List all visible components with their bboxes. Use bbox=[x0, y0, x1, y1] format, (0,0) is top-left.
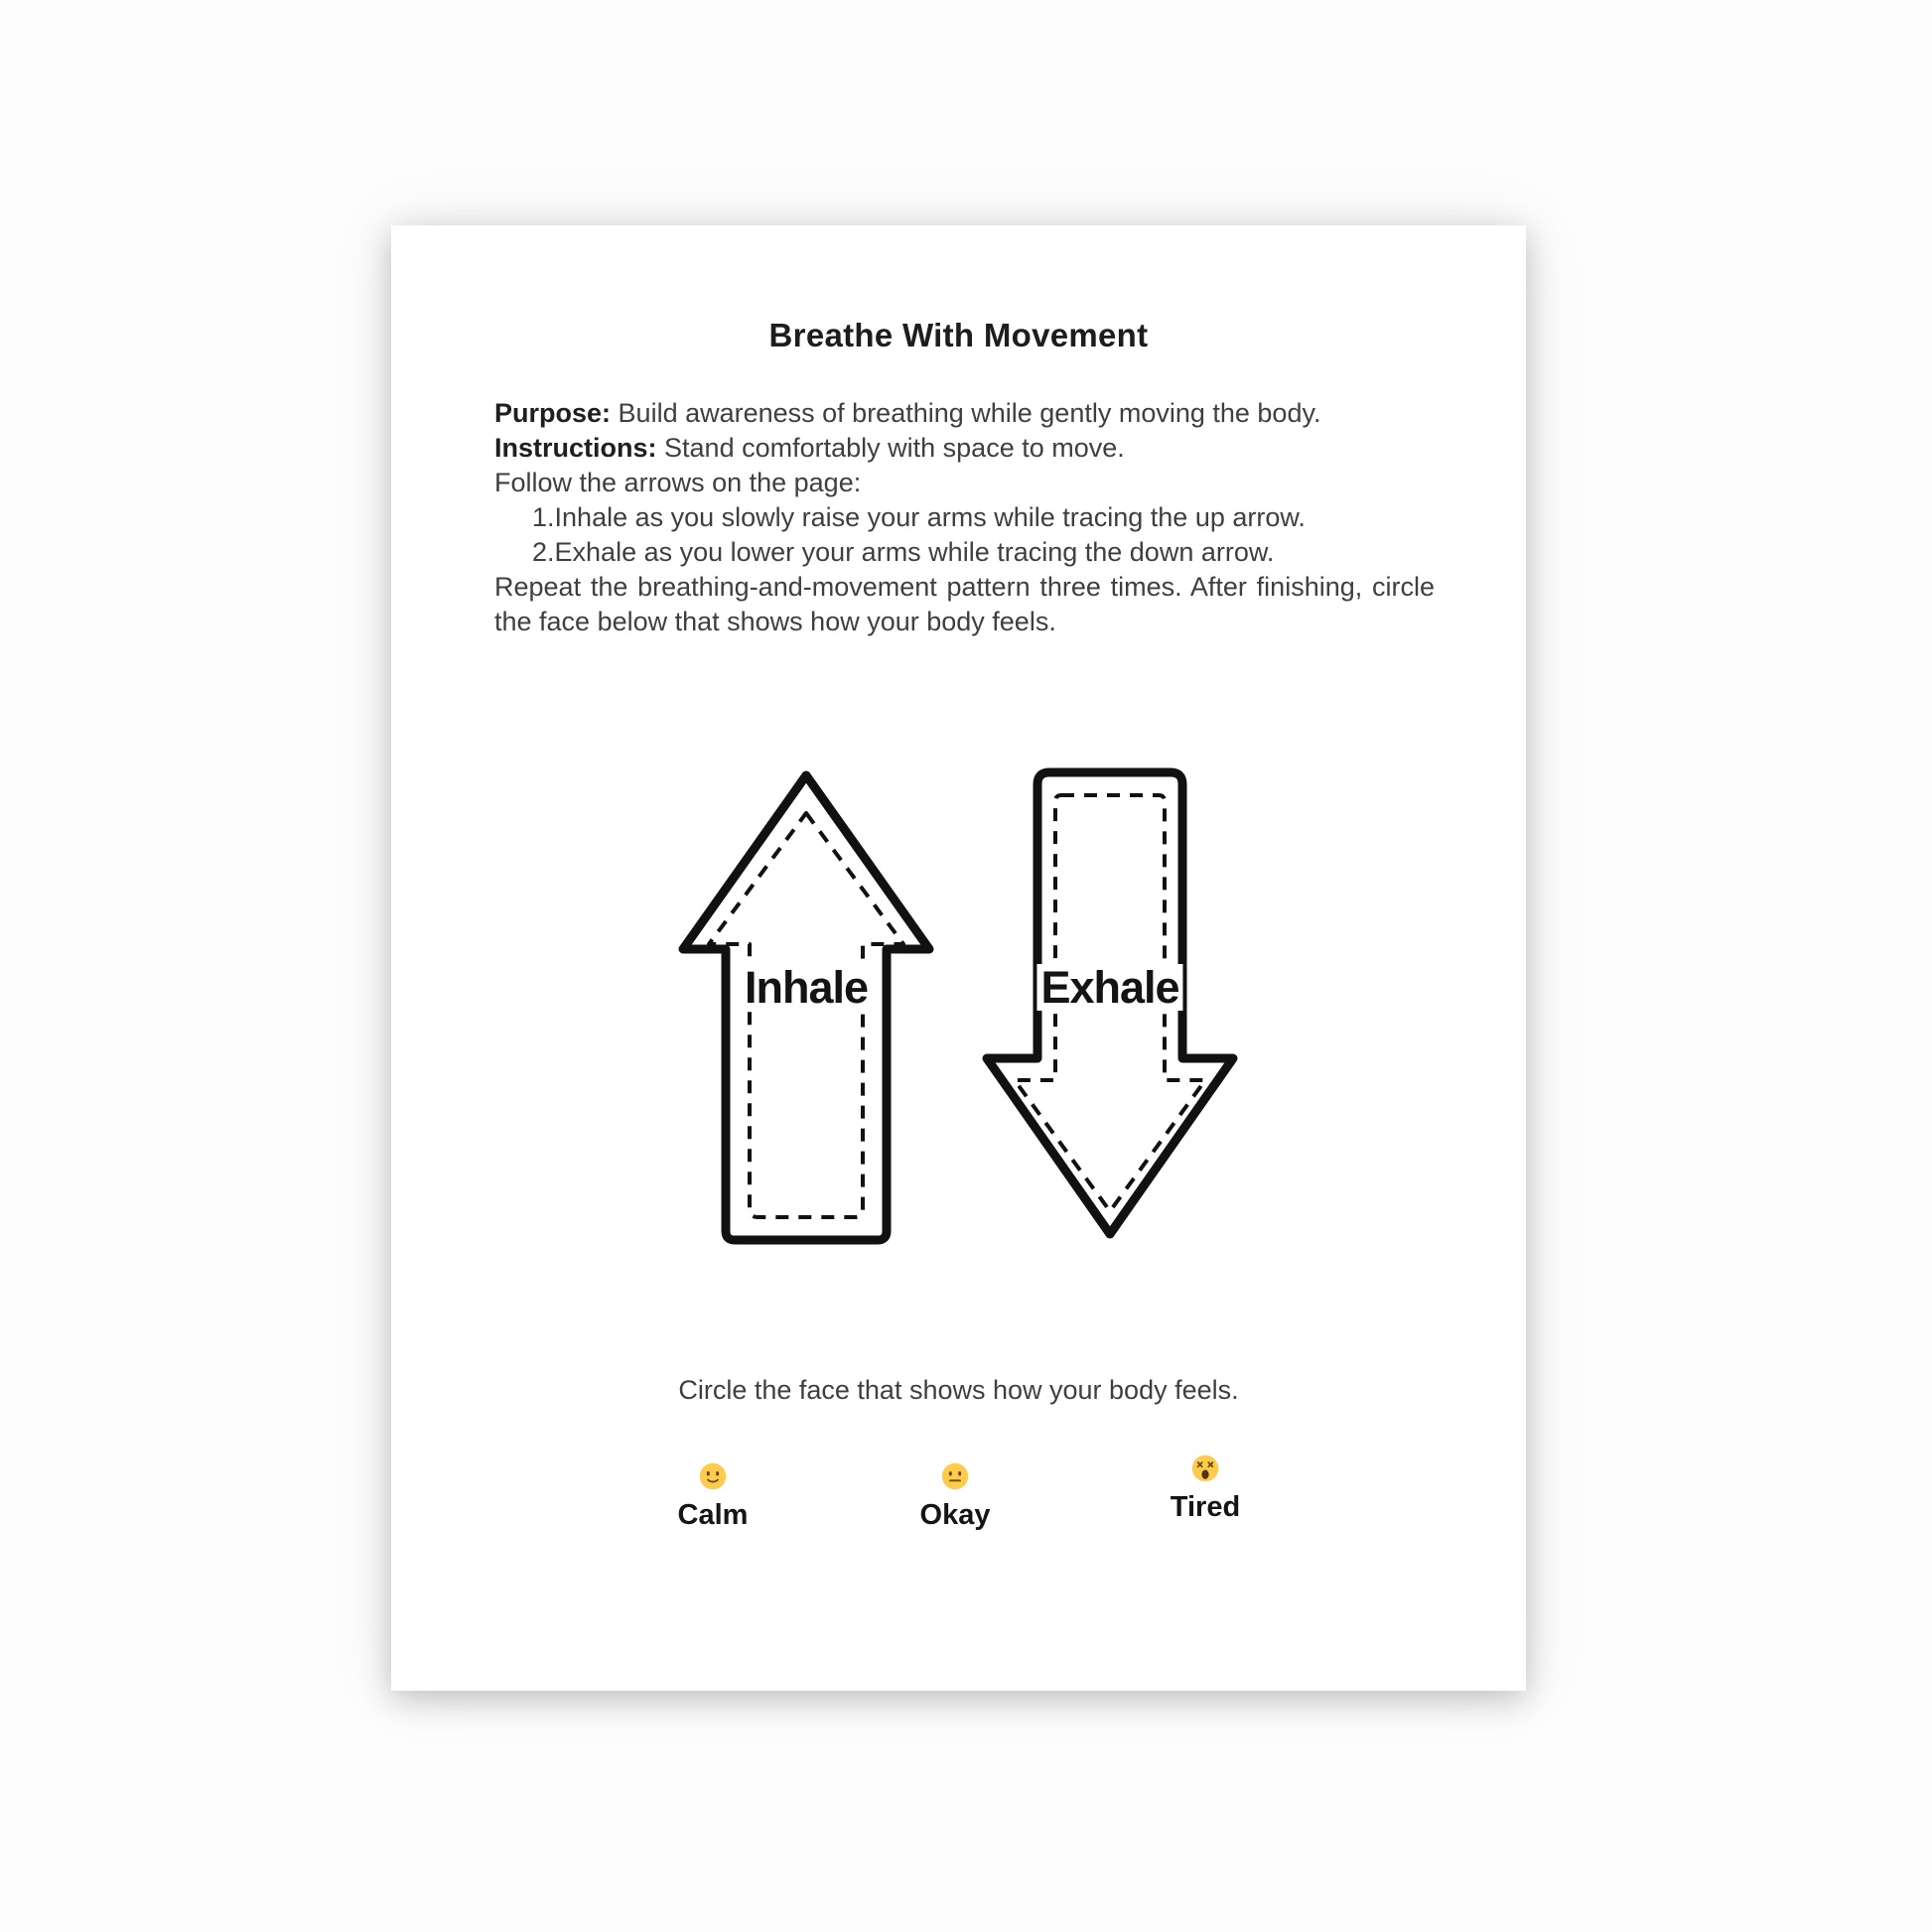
worksheet-page bbox=[391, 225, 1526, 1691]
repeat-paragraph: Repeat the breathing-and-movement pattern three times. After finishing, circle the face below that shows how your body feels. bbox=[494, 572, 1435, 636]
instructions-line bbox=[494, 431, 1435, 466]
slightly-smiling-face-icon bbox=[699, 1462, 727, 1490]
step-item-2 bbox=[494, 535, 1435, 570]
face-label-tired: Okay bbox=[919, 1499, 991, 1531]
neutral-face-icon bbox=[941, 1462, 969, 1490]
instructions-block bbox=[494, 396, 1435, 639]
face-option-tired[interactable] bbox=[1106, 1454, 1305, 1524]
face-option-okay[interactable] bbox=[856, 1462, 1054, 1532]
circle-prompt: Circle the face that shows how your body feels. bbox=[678, 1375, 1239, 1405]
face-option-calm[interactable] bbox=[614, 1462, 812, 1532]
face-label-tired: Tired bbox=[1170, 1491, 1241, 1523]
step-text: Exhale as you lower your arms while tracing the down arrow. bbox=[554, 537, 1275, 567]
instructions-text: Stand comfortably with space to move. bbox=[664, 433, 1125, 463]
inhale-label: Inhale bbox=[741, 964, 872, 1011]
purpose-line bbox=[494, 396, 1435, 431]
purpose-text: Build awareness of breathing while gently moving the body. bbox=[618, 398, 1321, 428]
follow-line: Follow the arrows on the page: bbox=[494, 468, 862, 497]
step-text: Inhale as you slowly raise your arms while tracing the up arrow. bbox=[554, 502, 1306, 532]
exhale-label: Exhale bbox=[1036, 964, 1182, 1011]
instructions-label: Instructions: bbox=[494, 433, 657, 463]
page-title: Breathe With Movement bbox=[768, 317, 1149, 353]
face-label-calm: Calm bbox=[677, 1499, 749, 1531]
step-item-1 bbox=[494, 500, 1435, 535]
inhale-arrow bbox=[677, 769, 935, 1246]
step-number: 1. bbox=[532, 502, 555, 532]
dizzy-face-icon bbox=[1191, 1454, 1219, 1482]
exhale-arrow bbox=[981, 767, 1239, 1241]
purpose-label: Purpose: bbox=[494, 398, 612, 428]
step-number: 2. bbox=[532, 537, 555, 567]
